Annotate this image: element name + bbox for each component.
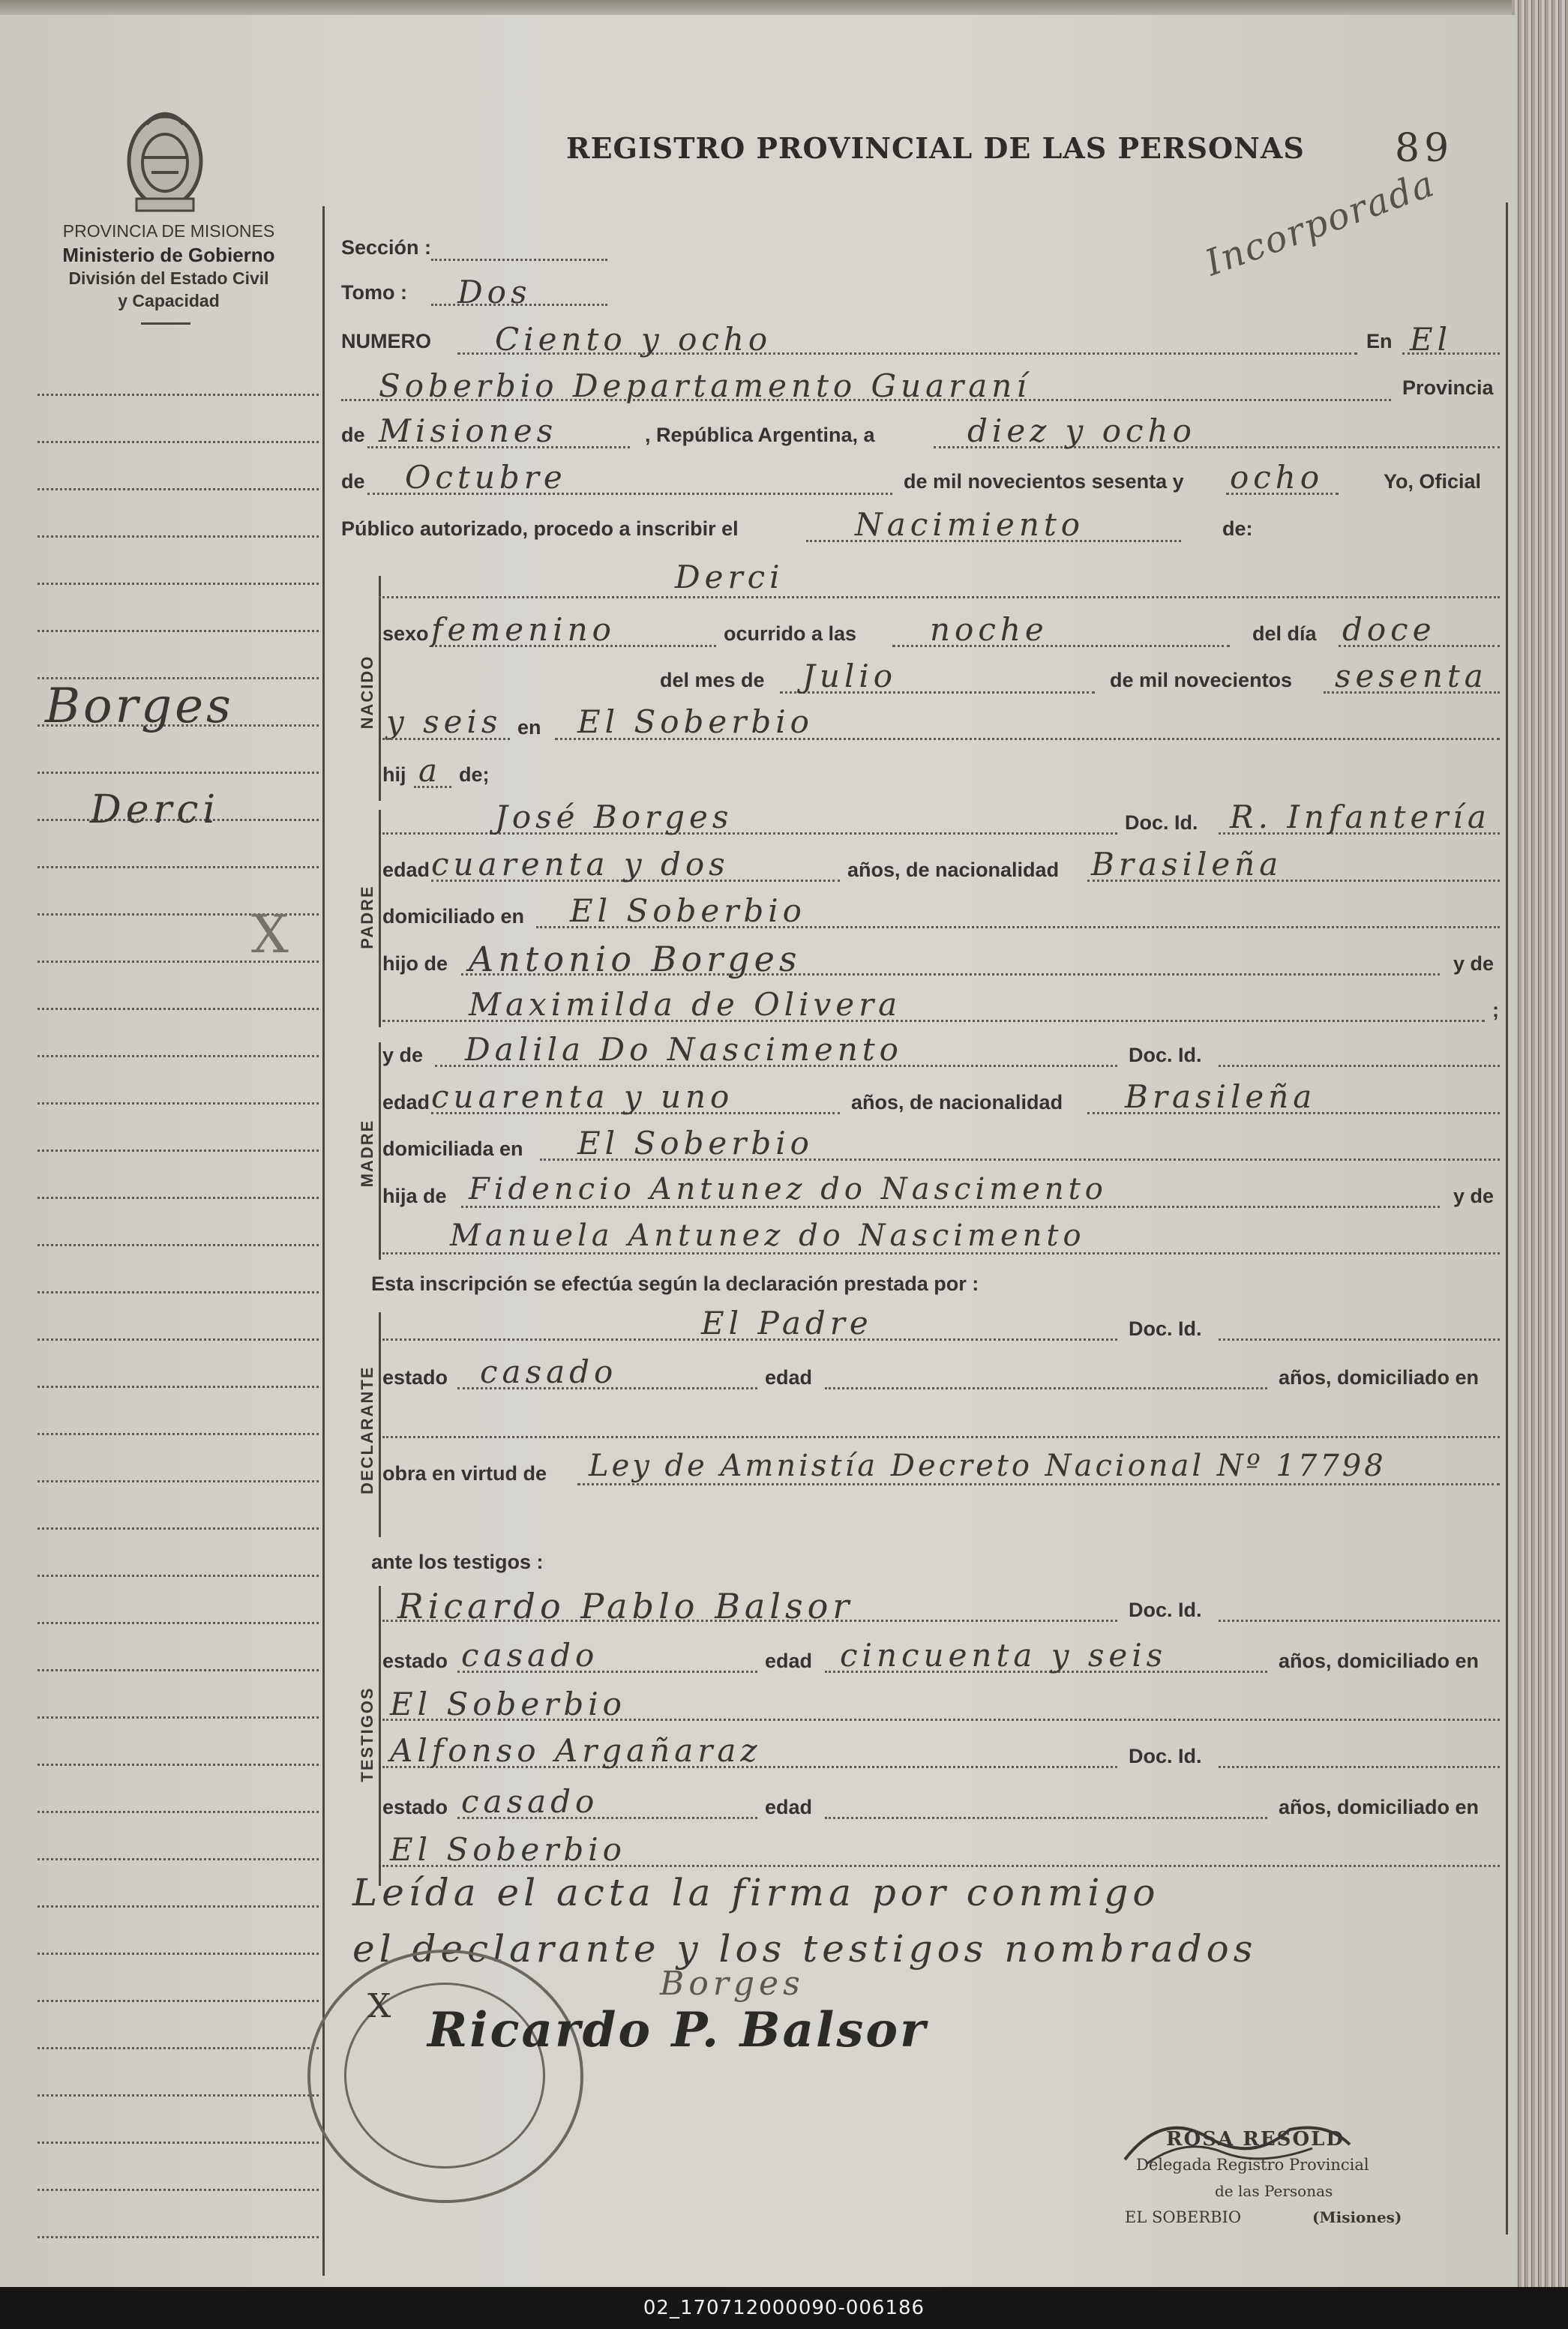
testigo1-estado-value: casado: [461, 1637, 599, 1674]
margin-surname: Borges: [45, 679, 234, 734]
year2-line: [382, 738, 510, 740]
margin-ruled-line: [37, 2000, 319, 2002]
margin-divider: [322, 206, 325, 2276]
margin-ruled-line: [37, 2189, 319, 2191]
padre-nac-value: Brasileña: [1091, 846, 1283, 883]
declarante-obra-value: Ley de Amnistía Decreto Nacional Nº 17798: [589, 1449, 1387, 1483]
padre-dom-label: domiciliado en: [382, 905, 525, 928]
oficial-label: Yo, Oficial: [1384, 470, 1482, 493]
day-value: diez y ocho: [967, 412, 1196, 449]
declarante-estado-label: estado: [382, 1366, 448, 1389]
ministry-heading: Ministerio de Gobierno: [62, 244, 275, 266]
hij-value: a: [418, 752, 442, 789]
padre-bracket: [379, 810, 381, 1027]
division-heading: División del Estado Civil: [68, 268, 269, 288]
testigo2-edad-line: [825, 1817, 1267, 1819]
testigo1-edad-label: edad: [765, 1650, 813, 1672]
provincia-label: Provincia: [1402, 376, 1494, 399]
declarante-estado-value: casado: [480, 1353, 618, 1390]
margin-ruled-line: [37, 1386, 319, 1388]
numero-label: NUMERO: [341, 330, 431, 352]
margin-ruled-line: [37, 1244, 319, 1246]
coat-of-arms-icon: [112, 101, 217, 221]
madre-father-value: Fidencio Antunez do Nascimento: [469, 1172, 1108, 1206]
witness-signature: Ricardo P. Balsor: [427, 2002, 928, 2058]
margin-ruled-line: [37, 630, 319, 632]
right-margin-line: [1506, 202, 1508, 2235]
en-value: El: [1410, 321, 1453, 358]
declarante-anos-label: años, domiciliado en: [1279, 1366, 1480, 1389]
margin-ruled-line: [37, 1527, 319, 1530]
testigo2-anos-label: años, domiciliado en: [1279, 1796, 1480, 1818]
margin-ruled-line: [37, 1716, 319, 1719]
place-value: Soberbio Departamento Guaraní: [379, 367, 1031, 404]
publico-label: Público autorizado, procedo a inscribir el: [341, 517, 739, 540]
margin-ruled-line: [37, 1291, 319, 1293]
testigo1-doc-line: [1219, 1620, 1500, 1622]
closing-line-1: Leída el acta la firma por conmigo: [352, 1871, 1160, 1914]
month-value: Octubre: [405, 459, 567, 496]
margin-ruled-line: [37, 866, 319, 868]
margin-given-name: Derci: [90, 787, 220, 832]
dia-value: doce: [1342, 611, 1436, 648]
margin-ruled-line: [37, 1480, 319, 1482]
declarante-doc-label: Doc. Id.: [1129, 1317, 1202, 1340]
seccion-label: Sección :: [341, 236, 432, 259]
sexo-label: sexo: [382, 622, 429, 645]
testigo2-doc-label: Doc. Id.: [1129, 1745, 1202, 1767]
declarante-doc-line: [1219, 1338, 1500, 1341]
margin-ruled-line: [37, 772, 319, 774]
nacido-year-value: sesenta: [1335, 658, 1488, 694]
province-value: Misiones: [379, 412, 558, 449]
mes-value: Julio: [802, 658, 898, 694]
official-place: EL SOBERBIO: [1125, 2208, 1242, 2226]
incorporated-annotation: Incorporada: [1200, 162, 1441, 285]
padre-nac-label: años, de nacionalidad: [847, 859, 1060, 881]
division-heading-2: y Capacidad: [118, 291, 220, 310]
official-province: (Misiones): [1312, 2208, 1402, 2226]
ocurrido-label: ocurrido a las: [724, 622, 857, 645]
padre-section-label: PADRE: [358, 885, 376, 949]
padre-edad-label: edad: [382, 859, 430, 881]
testigos-section-label: TESTIGOS: [358, 1686, 376, 1782]
declarante-obra-label: obra en virtud de: [382, 1462, 547, 1485]
page-number: 89: [1395, 126, 1454, 171]
seccion-line: [431, 259, 607, 261]
padre-semicolon: ;: [1492, 999, 1499, 1021]
margin-ruled-line: [37, 1764, 319, 1766]
nacido-year-label: de mil novecientos: [1110, 669, 1293, 691]
padre-edad-value: cuarenta y dos: [431, 846, 730, 883]
madre-edad-value: cuarenta y uno: [431, 1078, 734, 1115]
margin-ruled-line: [37, 1622, 319, 1624]
official-name: ROSA RESOLD: [1166, 2128, 1345, 2151]
act-value: Nacimiento: [855, 506, 1085, 543]
republica-label: , República Argentina, a: [645, 424, 875, 446]
madre-edad-label: edad: [382, 1091, 430, 1114]
margin-ruled-line: [37, 1905, 319, 1908]
padre-dom-value: El Soberbio: [570, 892, 806, 929]
padre-hijo-label: hijo de: [382, 952, 448, 975]
madre-yde-label: y de: [382, 1044, 424, 1066]
padre-yde-label: y de: [1453, 952, 1495, 975]
document-title: REGISTRO PROVINCIAL DE LAS PERSONAS: [566, 131, 1305, 165]
margin-ruled-line: [37, 583, 319, 585]
book-top-edge: [0, 0, 1568, 15]
madre-dom-label: domiciliada en: [382, 1138, 523, 1160]
nacido-bracket: [379, 576, 381, 801]
padre-doc-value: R. Infantería: [1230, 799, 1491, 835]
closing-x-mark: X: [367, 1987, 396, 2025]
declarante-name-value: El Padre: [701, 1305, 873, 1341]
testigos-intro: ante los testigos :: [371, 1551, 544, 1573]
madre-name-value: Dalila Do Nascimento: [465, 1031, 903, 1068]
testigo2-estado-value: casado: [461, 1783, 599, 1820]
madre-section-label: MADRE: [358, 1119, 376, 1188]
testigo2-estado-label: estado: [382, 1796, 448, 1818]
madre-hija-label: hija de: [382, 1185, 447, 1207]
de3-label: de:: [1222, 517, 1253, 540]
margin-ruled-line: [37, 394, 319, 396]
sexo-value: femenino: [431, 611, 616, 648]
testigo1-dom-value: El Soberbio: [390, 1686, 626, 1722]
year-value: ocho: [1230, 459, 1324, 496]
nacido-section-label: NACIDO: [358, 655, 376, 730]
tomo-label: Tomo :: [341, 281, 407, 304]
heading-underline: [141, 322, 190, 325]
nacido-place-value: El Soberbio: [577, 703, 814, 740]
margin-ruled-line: [37, 488, 319, 490]
padre-father-value: Antonio Borges: [469, 939, 802, 979]
de2-label: de: [341, 470, 365, 493]
declarante-section-label: DECLARANTE: [358, 1365, 376, 1494]
hij-label: hij: [382, 763, 406, 786]
document-page: [0, 15, 1515, 2287]
nacido-en-label: en: [517, 716, 541, 739]
hij-de-label: de;: [459, 763, 490, 786]
registry-stamp: [307, 1950, 583, 2203]
declarante-edad-label: edad: [765, 1366, 813, 1389]
dia-label: del día: [1252, 622, 1317, 645]
madre-dom-value: El Soberbio: [577, 1125, 814, 1162]
margin-ruled-line: [37, 1811, 319, 1813]
madre-doc-label: Doc. Id.: [1129, 1044, 1202, 1066]
testigo1-name-value: Ricardo Pablo Balsor: [397, 1586, 854, 1626]
en-label: En: [1366, 330, 1393, 352]
margin-ruled-line: [37, 1197, 319, 1199]
testigos-bracket: [379, 1586, 381, 1886]
year-text: de mil novecientos sesenta y: [904, 470, 1184, 493]
tomo-value: Dos: [457, 274, 532, 310]
padre-doc-label: Doc. Id.: [1125, 811, 1198, 834]
declarante-bracket: [379, 1312, 381, 1537]
nacido-year-value-2: y seis: [386, 703, 502, 740]
hour-value: noche: [930, 611, 1048, 648]
nacido-name-value: Derci: [675, 559, 784, 595]
testigo1-doc-label: Doc. Id.: [1129, 1599, 1202, 1621]
declarante-intro: Esta inscripción se efectúa según la declaración prestada por :: [371, 1272, 979, 1295]
file-id-caption: 02_170712000090-006186: [0, 2287, 1568, 2329]
margin-ruled-line: [37, 1669, 319, 1671]
madre-nac-value: Brasileña: [1125, 1078, 1317, 1115]
madre-bracket: [379, 1042, 381, 1260]
margin-ruled-line: [37, 1055, 319, 1057]
testigo1-anos-label: años, domiciliado en: [1279, 1650, 1480, 1672]
official-title-2: de las Personas: [1215, 2182, 1333, 2200]
margin-ruled-line: [37, 2047, 319, 2049]
nacido-name-line: [379, 596, 1500, 598]
declarante-obra-line: [577, 1483, 1500, 1485]
de-label: de: [341, 424, 365, 446]
mes-label: del mes de: [660, 669, 765, 691]
numero-value: Ciento y ocho: [495, 321, 772, 358]
margin-ruled-line: [37, 1953, 319, 1955]
padre-name-line: [382, 832, 1117, 835]
margin-ruled-line: [37, 1102, 319, 1105]
closing-line-2: el declarante y los testigos nombrados: [352, 1927, 1258, 1971]
margin-ruled-line: [37, 1433, 319, 1435]
margin-ruled-line: [37, 1575, 319, 1577]
padre-mother-value: Maximilda de Olivera: [469, 986, 902, 1023]
book-page-edges: [1512, 0, 1568, 2287]
official-title-1: Delegada Registro Provincial: [1136, 2156, 1369, 2174]
testigo1-estado-label: estado: [382, 1650, 448, 1672]
testigo2-edad-label: edad: [765, 1796, 813, 1818]
testigo2-name-value: Alfonso Argañaraz: [390, 1732, 762, 1769]
padre-name-value: José Borges: [495, 799, 733, 835]
margin-ruled-line: [37, 1150, 319, 1152]
margin-ruled-line: [37, 2142, 319, 2144]
margin-ruled-line: [37, 1338, 319, 1341]
margin-ruled-line: [37, 535, 319, 538]
madre-doc-line: [1219, 1065, 1500, 1067]
testigo2-doc-line: [1219, 1766, 1500, 1768]
signature-partial: Borges: [660, 1965, 805, 2003]
margin-ruled-line: [37, 1008, 319, 1010]
declarante-edad-line: [825, 1387, 1267, 1389]
madre-mother-value: Manuela Antunez do Nascimento: [450, 1218, 1086, 1253]
margin-ruled-line: [37, 1858, 319, 1860]
madre-yde2-label: y de: [1453, 1185, 1495, 1207]
declarante-dom-line: [382, 1436, 1500, 1438]
province-heading: PROVINCIA DE MISIONES: [62, 221, 275, 241]
testigo2-dom-value: El Soberbio: [390, 1831, 626, 1868]
testigo1-edad-value: cincuenta y seis: [840, 1637, 1168, 1674]
madre-nac-label: años, de nacionalidad: [851, 1091, 1063, 1114]
margin-ruled-line: [37, 441, 319, 443]
margin-ruled-line: [37, 2236, 319, 2238]
margin-x-mark: X: [251, 904, 293, 965]
margin-ruled-line: [37, 2094, 319, 2097]
